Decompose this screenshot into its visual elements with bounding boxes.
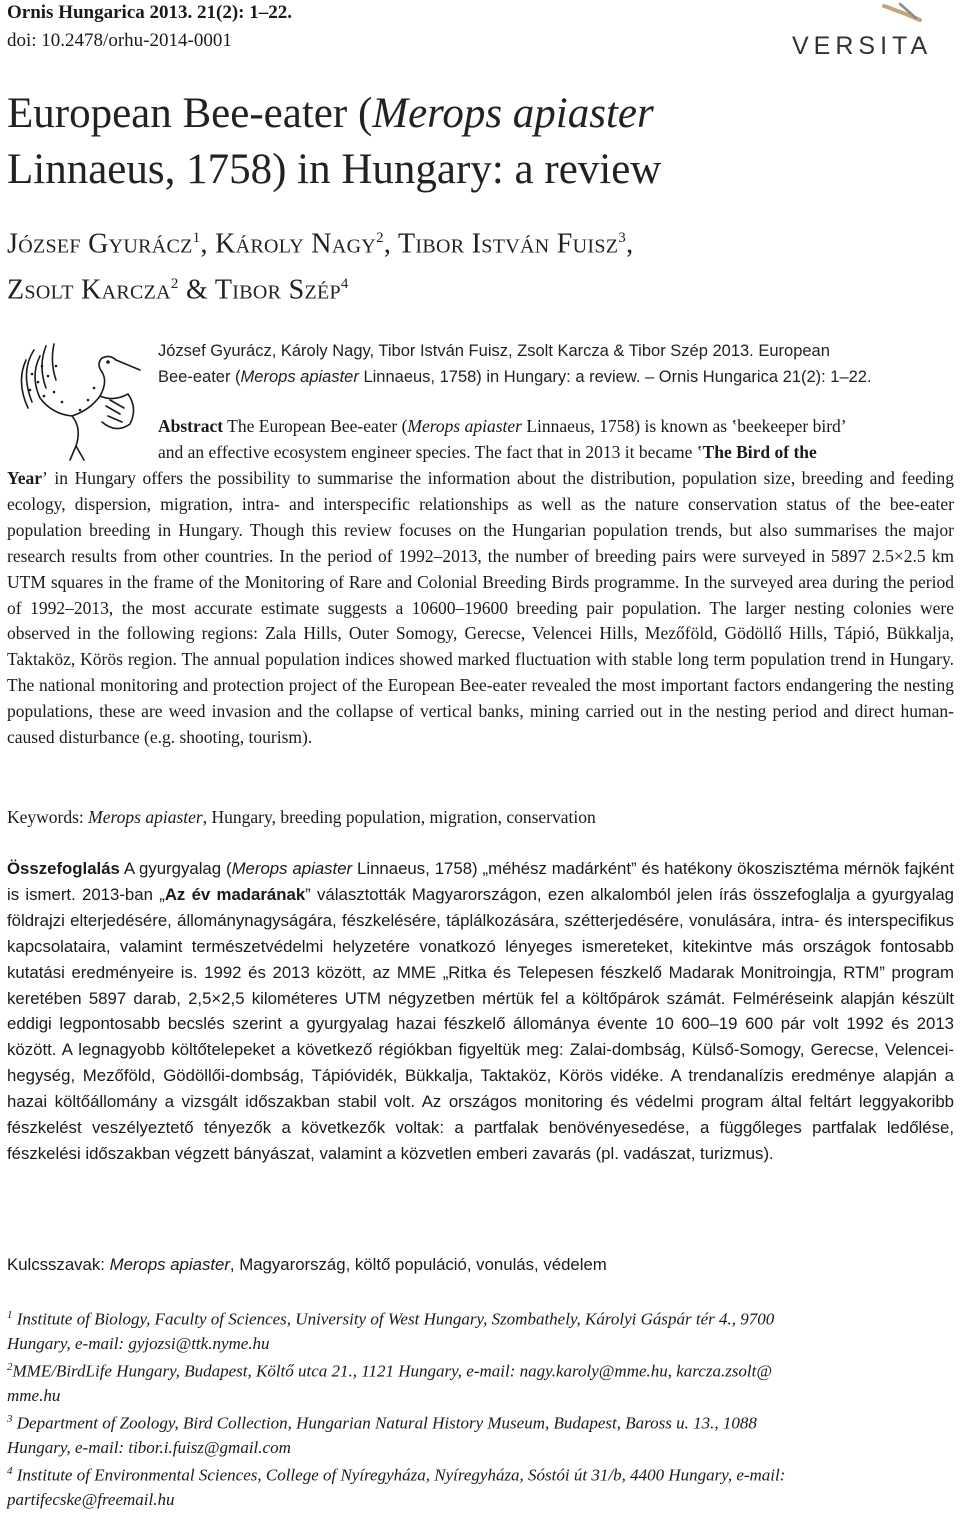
- affiliation-number: 4: [7, 1465, 13, 1477]
- kulcsszavak-text: , Magyarország, költő populáció, vonulás, védelem: [229, 1255, 607, 1274]
- bird-illustration: [10, 336, 150, 466]
- abstract-label: Abstract: [158, 416, 224, 436]
- author-name: József Gyurácz: [7, 228, 193, 260]
- affiliation-4: [7, 1459, 954, 1513]
- affiliation-number: 3: [7, 1413, 13, 1425]
- affiliation-text: partifecske@freemail.hu: [7, 1490, 175, 1510]
- summary-species: Merops apiaster: [231, 859, 353, 878]
- citation-line1: József Gyurácz, Károly Nagy, Tibor István Fuisz, Zsolt Karcza & Tibor Szép 2013. European: [158, 342, 830, 360]
- affiliation-marker: 2: [170, 276, 179, 293]
- publisher-name: VERSITA: [792, 32, 933, 60]
- affiliation-text: Institute of Environmental Sciences, College of Nyíregyháza, Nyíregyháza, Sóstói út 31/b, 4400 Hungary, e-mail:: [16, 1465, 786, 1485]
- affiliation-2: [7, 1355, 954, 1409]
- summary-text: Linnaeus, 1758) „méhész madárként” és hatékony ökoszisztéma mérnök fajként is ismert. 2013-ban „: [7, 859, 954, 904]
- author-name: Károly Nagy: [215, 228, 377, 260]
- author-ampersand: &: [186, 274, 209, 306]
- journal-reference: Ornis Hungarica 2013. 21(2): 1–22.: [7, 2, 292, 23]
- author-name: Tibor István Fuisz: [397, 228, 619, 260]
- article-title: [7, 86, 907, 198]
- keywords-label: Keywords:: [7, 807, 89, 827]
- affiliation-number: 2: [7, 1361, 13, 1373]
- author-list: József Gyurácz$^1$, Károly Nagy$^2$, Tibor István Fuisz$^3$, Zsolt Karcza$^2$ & Tibor Szép$^4$: [7, 228, 634, 306]
- affiliation-text: mme.hu: [7, 1386, 61, 1406]
- author-name: Zsolt Karcza: [7, 274, 171, 306]
- summary-text: A gyurgyalag (: [119, 859, 232, 878]
- affiliation-1: [7, 1303, 954, 1357]
- affiliation-text: Institute of Biology, Faculty of Sciences, University of West Hungary, Szombathely, Károlyi Gáspár tér 4., 9700: [16, 1309, 775, 1329]
- abstract-bold: The Bird of the: [702, 441, 817, 462]
- citation-line2a: Bee-eater (: [158, 368, 241, 386]
- abstract-body: [7, 466, 954, 751]
- keywords: [7, 804, 954, 830]
- abstract-species: Merops apiaster: [407, 416, 522, 436]
- keywords-text: , Hungary, breeding population, migration, conservation: [202, 807, 596, 827]
- abstract-text: and an effective ecosystem engineer species. The fact that in 2013 it became ʽ: [158, 441, 703, 462]
- author-name: Tibor Szép: [214, 274, 341, 306]
- summary-label: Összefoglalás: [7, 859, 120, 878]
- title-species: Merops apiaster: [372, 90, 654, 137]
- citation-species: Merops apiaster: [240, 368, 359, 386]
- affiliation-marker: 1: [192, 230, 201, 246]
- title-line2: Linnaeus, 1758) in Hungary: a review: [7, 146, 662, 193]
- hungarian-keywords: [7, 1252, 954, 1278]
- affiliation-text: MME/BirdLife Hungary, Budapest, Költő utca 21., 1121 Hungary, e-mail: nagy.karoly@mme.hu, karcza.zsolt@: [12, 1361, 773, 1381]
- affiliation-marker: 3: [618, 230, 627, 246]
- summary-bold: Az év madarának: [164, 884, 306, 904]
- affiliation-marker: 2: [376, 230, 384, 246]
- abstract-intro: [158, 414, 954, 466]
- abstract-text: ʼ in Hungary offers the possibility to summarise the information about the distribution, population size, breeding and feeding ecology, dispersion, migration, intra- and interspecific relationships as well as the nature conservation status of the bee-eater population breeding in Hungary. Though this review focuses on the Hungarian population trends, but also summarises the major research results from other countries. In the period of 1992–2013, the number of breeding pairs were surveyed in 5897 2.5×2.5 km UTM squares in the frame of the Monitoring of Rare and Colonial Breeding Birds programme. In the surveyed area during the period of 1992–2013, the most accurate estimate suggests a 10600–19600 breeding pair population. The larger nesting colonies were observed in the following regions: Zala Hills, Outer Somogy, Gerecse, Velencei Hills, Mezőföld, Gödöllő Hills, Tápió, Bükkalja, Taktaköz, Körös region. The annual population indices showed marked fluctuation with stable long term population trend in Hungary. The national monitoring and protection project of the European Bee-eater revealed the most important factors endangering the nesting populations, these are weed invasion and the collapse of vertical banks, mining carried out in the nesting period and direct human-caused disturbance (e.g. shooting, tourism).: [7, 468, 954, 748]
- versita-logo: [792, 0, 942, 60]
- abstract-text: The European Bee-eater (: [223, 416, 408, 436]
- abstract-bold: Year: [7, 468, 42, 488]
- affiliation-number: 1: [7, 1309, 13, 1321]
- kulcsszavak-label: Kulcsszavak:: [7, 1255, 110, 1274]
- citation-line2b: Linnaeus, 1758) in Hungary: a review. – Ornis Hungarica 21(2): 1–22.: [358, 368, 872, 386]
- keywords-species: Merops apiaster: [88, 807, 203, 827]
- doi: doi: 10.2478/orhu-2014-0001: [7, 30, 232, 51]
- citation: [158, 338, 954, 390]
- affiliation-text: Hungary, e-mail: tibor.i.fuisz@gmail.com: [7, 1438, 291, 1458]
- affiliation-text: Hungary, e-mail: gyjozsi@ttk.nyme.hu: [7, 1334, 270, 1354]
- summary-text: ” választották Magyarországon, ezen alkalomból jelen írás összefoglalja a gyurgyalag földrajzi elterjedésére, állománynagyságára, fészkelésére, táplálkozására, szétterjedésére, vonulására, intra- és interspecifikus kapcsolataira, valamint természetvédelmi helyzetére vonatkozó lényeges ismereteket, kitekintve más országok fontosabb kutatási eredményeire is. 1992 és 2013 között, az MME „Ritka és Telepesen fészkelő Madarak Monitroingja, RTM” program keretében 5897 darab, 2,5×2,5 kilométeres UTM négyzetben mértük fel a költőpárok számát. Felméréseink alapján készült eddigi legpontosabb becslés szerint a gyurgyalag hazai fészkelő állománya évente 10 600–19 600 pár volt 1992 és 2013 között. A legnagyobb költőtelepeket a következő régiókban figyeltük meg: Zalai-dombság, Külső-Somogy, Gerecse, Velencei-hegység, Mezőföld, Gödöllői-dombság, Tápióvidék, Bükkalja, Taktaköz, Körös vidéke. A trendanalízis eredménye alapján a hazai költőállomány a vizsgált időszakban stabil volt. Az országos monitoring és védelmi program által feltárt leggyakoribb fészkelést veszélyeztető tényezők a következők voltak: a partfalak benövényesedése, a függőleges partfalak ledőlése, fészkelési időszakban végzett bányászat, valamint a közvetlen emberi zavarás (pl. vadászat, turizmus).: [7, 884, 955, 1163]
- affiliation-text: Department of Zoology, Bird Collection, Hungarian Natural History Museum, Budapest, Baross u. 13., 1088: [16, 1413, 757, 1433]
- hungarian-summary: [7, 856, 954, 1167]
- kulcsszavak-species: Merops apiaster: [109, 1255, 230, 1274]
- affiliation-marker: 4: [340, 276, 349, 293]
- abstract-text: Linnaeus, 1758) is known as ʽbeekeeper birdʼ: [521, 416, 847, 436]
- affiliation-3: [7, 1407, 954, 1461]
- title-line1: European Bee-eater (: [7, 90, 373, 137]
